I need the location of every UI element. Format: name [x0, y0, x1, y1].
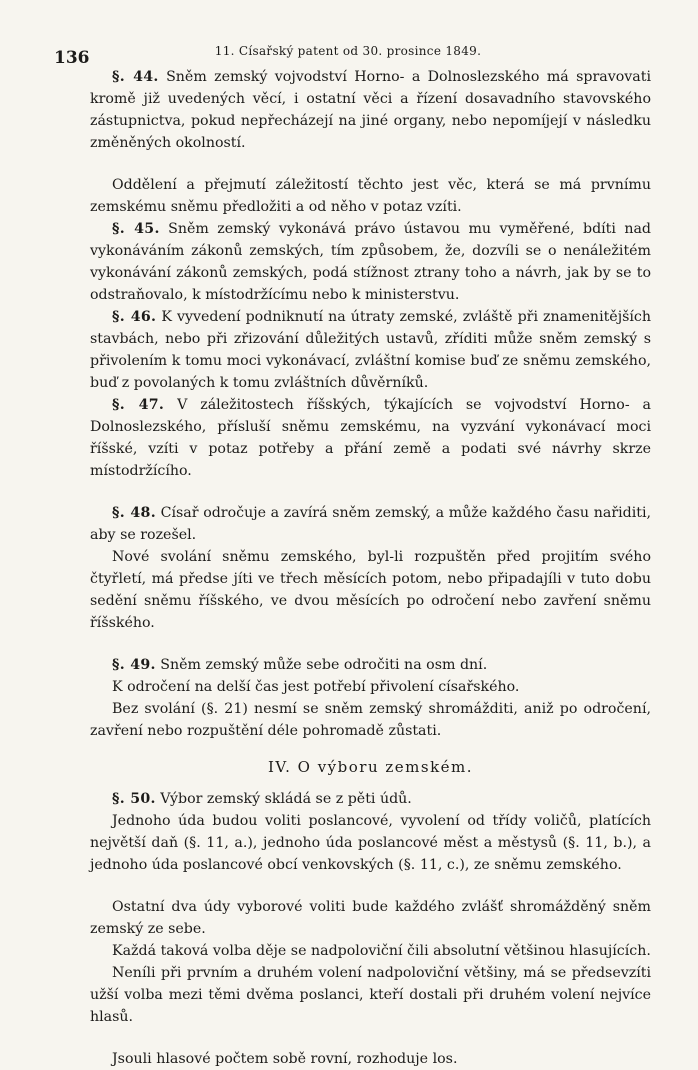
page-number: 136: [54, 48, 90, 68]
paragraph-48-cont: [90, 546, 651, 634]
paragraph-49-cont-2: [90, 698, 651, 742]
paragraph-46: [90, 306, 651, 394]
section-mark: §. 50.: [112, 791, 156, 807]
paragraph-50-cont-4: [90, 962, 651, 1028]
paragraph-44: [90, 66, 651, 154]
paragraph-text: Nové svolání sněmu zemského, byl-li rozpuštěn před projitím svého čtyřletí, má předse jíti ve třech měsících potom, nebo připadajíli v tuto dobu sedění sněmu říšského, ve dvou měsících po odročení nebo zavření sněmu říšského.: [90, 549, 651, 631]
section-mark: §. 49.: [112, 657, 156, 673]
paragraph-text: Sněm zemský může sebe odročiti na osm dní.: [160, 657, 488, 673]
paragraph-text: Ostatní dva údy vyborové voliti bude každého zvlášť shromážděný sněm zemský ze sebe.: [90, 899, 651, 937]
paragraph-49: [90, 654, 651, 676]
body-text: [90, 66, 651, 1070]
paragraph-48: [90, 502, 651, 546]
paragraph-50-cont-2: [90, 896, 651, 940]
paragraph-text: Jsouli hlasové počtem sobě rovní, rozhoduje los.: [112, 1051, 458, 1067]
section-mark: §. 44.: [112, 69, 159, 85]
running-head: 11. Císařský patent od 30. prosince 1849.: [214, 44, 482, 58]
paragraph-50-cont-3: [90, 940, 651, 962]
paragraph-50-cont-1: [90, 810, 651, 876]
paragraph-47: [90, 394, 651, 482]
paragraph-text: Každá taková volba děje se nadpoloviční čili absolutní většinou hlasujících.: [112, 943, 651, 959]
paragraph-text: Neníli při prvním a druhém volení nadpoloviční většiny, má se předsevzíti užší volba mezi těmi dvěma poslanci, kteří dostali při druhém volení nejvíce hlasů.: [90, 965, 651, 1025]
paragraph-text: V záležitostech říšských, týkajících se vojvodství Horno- a Dolnoslezského, přísluší sněmu zemskému, na vyzvání vykonávací moci říšské, vzíti v potaz potřeby a přání země a podati své návrhy skrze místodržícího.: [90, 397, 651, 479]
paragraph-text: Sněm zemský vojvodství Horno- a Dolnoslezského má spravovati kromě již uvedených věcí, i ostatní věci a řízení dosavadního stavovského zástupnictva, pokud nepřecházejí na jiné organy, nebo nepomíjejí v následku změněných okolností.: [90, 69, 652, 151]
paragraph-text: Jednoho úda budou voliti poslancové, vyvolení od třídy voličů, platících největší daň (§. 11, a.), jednoho úda poslancové měst a městysů (§. 11, b.), a jednoho úda poslancové obcí venkovských (§. 11, c.), ze sněmu zemského.: [90, 813, 651, 873]
section-mark: §. 48.: [112, 505, 156, 521]
paragraph-text: Císař odročuje a zavírá sněm zemský, a může každého času nařiditi, aby se rozešel.: [90, 505, 652, 543]
section-mark: §. 47.: [112, 397, 165, 413]
page-header: [54, 44, 642, 68]
paragraph-44-cont: [90, 174, 651, 218]
paragraph-49-cont-1: [90, 676, 651, 698]
paragraph-text: Oddělení a přejmutí záležitostí těchto jest věc, která se má prvnímu zemskému sněmu předložiti a od něho v potaz vzíti.: [90, 177, 651, 215]
paragraph-text: K vyvedení podniknutí na útraty zemské, zvláště při znamenitějších stavbách, nebo při zřizování důležitých ustavů, zříditi může sněm zemský s přivolením k tomu moci vykonávací, zvláštní komise buď ze sněmu zemského, buď z povolaných k tomu zvláštních důvěrníků.: [90, 309, 652, 391]
section-mark: §. 45.: [112, 221, 160, 237]
paragraph-50: [90, 788, 651, 810]
paragraph-text: Výbor zemský skládá se z pěti údů.: [160, 791, 412, 807]
chapter-heading: IV. O výboru zemském.: [267, 758, 474, 776]
paragraph-45: [90, 218, 651, 306]
paragraph-text: K odročení na delší čas jest potřebí přivolení císařského.: [112, 679, 520, 695]
paragraph-text: Bez svolání (§. 21) nesmí se sněm zemský shromážditi, aniž po odročení, zavření nebo rozpuštění déle pohromadě zůstati.: [90, 701, 651, 739]
paragraph-text: Sněm zemský vykonává právo ústavou mu vyměřené, bdíti nad vykonáváním zákonů zemských, tím způsobem, že, dozvíli se o nenáležitém vykonávání zákonů zemských, podá stížnost ztrany toho a návrh, jak by se to odstraňovalo, k místodržícímu nebo k ministerstvu.: [90, 221, 652, 303]
paragraph-50-cont-5: [90, 1048, 651, 1070]
section-mark: §. 46.: [112, 309, 157, 325]
